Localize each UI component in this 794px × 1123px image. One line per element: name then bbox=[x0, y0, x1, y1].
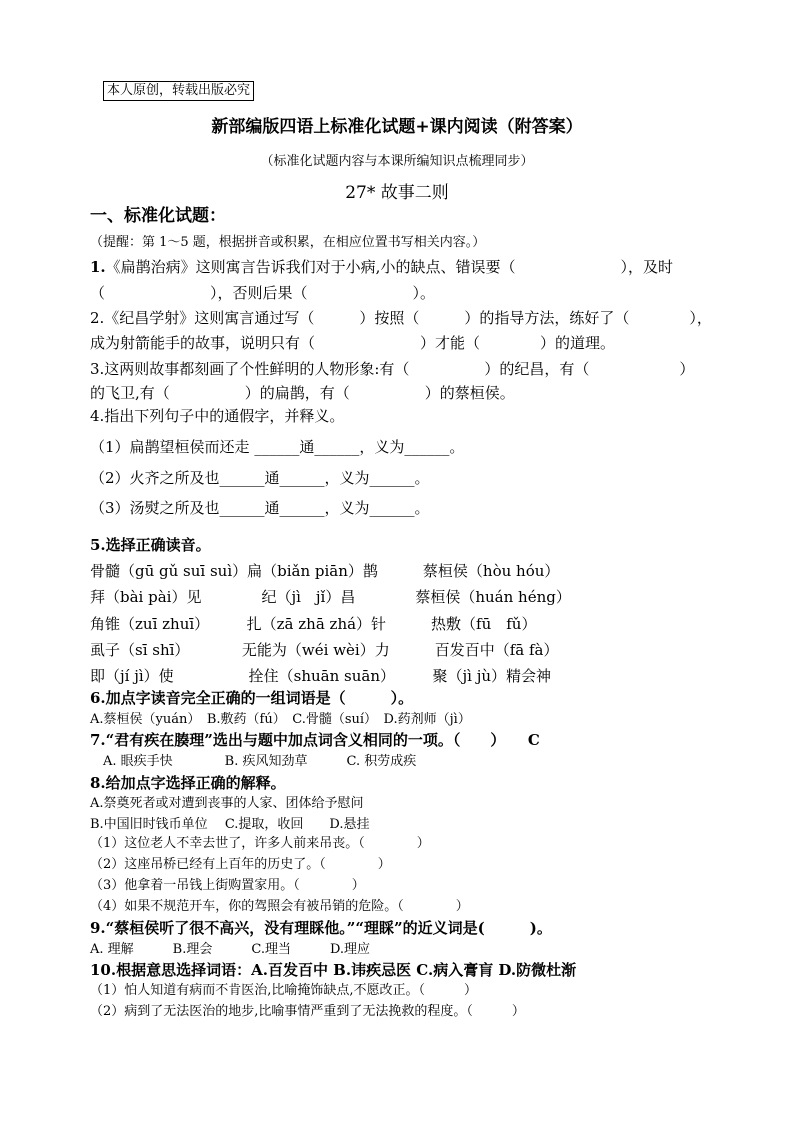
question-10-item-2: （2）病到了无法医治的地步,比喻事情严重到了无法挽救的程度。（ ） bbox=[90, 1004, 525, 1019]
question-10-item-1: （1）怕人知道有病而不肯医治,比喻掩饰缺点,不愿改正。（ ） bbox=[90, 983, 478, 998]
instruction-note: （提醒：第 1～5 题，根据拼音或积累，在相应位置书写相关内容。） bbox=[90, 235, 486, 250]
question-2-line-1: 2.《纪昌学射》这则寓言通过写（ ）按照（ ）的指导方法，练好了（ ）， bbox=[90, 309, 712, 327]
question-4-prompt: 4.指出下列句子中的通假字，并释义。 bbox=[90, 407, 345, 425]
question-1-line-2: （ ），否则后果（ ）。 bbox=[90, 284, 436, 302]
question-8-options-bcd: B.中国旧时钱币单位 C.提取，收回 D.悬挂 bbox=[90, 817, 370, 832]
question-2-line-2: 成为射箭能手的故事，说明只有（ ）才能（ ）的道理。 bbox=[90, 334, 616, 352]
question-4-item-3: （3）汤熨之所及也______通______，义为______。 bbox=[90, 499, 430, 517]
question-4-item-1: （1）扁鹊望桓侯而还走 ______通______，义为______。 bbox=[90, 438, 465, 456]
question-7-options: A. 眼疾手快 B. 疾风知劲草 C. 积劳成疾 bbox=[90, 754, 417, 769]
pinyin-row-1: 骨髓（gū gǔ suī suì）扁（biǎn piān）鹊 蔡桓侯（hòu hóu） bbox=[90, 562, 560, 580]
question-8-option-a: A.祭奠死者或对遭到丧事的人家、团体给予慰问 bbox=[90, 796, 364, 811]
question-6-options: A.蔡桓侯（yuán） B.敷药（fú） C.骨髓（suí） D.药剂师（jì） bbox=[90, 712, 471, 727]
question-4-item-2: （2）火齐之所及也______通______，义为______。 bbox=[90, 469, 430, 487]
question-7-prompt: 7.“君有疾在腠理”选出与题中加点词含义相同的一项。（ ） C bbox=[90, 731, 540, 749]
copyright-badge: 本人原创，转载出版必究 bbox=[103, 81, 254, 101]
question-8-item-3: （3）他拿着一吊钱上街购置家用。（ ） bbox=[90, 878, 365, 893]
question-1-line-1: 1.《扁鹊治病》这则寓言告诉我们对于小病,小的缺点、错误要（ ），及时 bbox=[90, 258, 673, 276]
question-3-line-1: 3.这两则故事都刻画了个性鲜明的人物形象:有（ ）的纪昌，有（ ） bbox=[90, 360, 695, 378]
worksheet-title: 新部编版四语上标准化试题+课内阅读（附答案） bbox=[211, 117, 583, 137]
question-3-line-2: 的飞卫,有（ ）的扁鹊，有（ ）的蔡桓侯。 bbox=[90, 384, 515, 402]
worksheet-subtitle: （标准化试题内容与本课所编知识点梳理同步） bbox=[260, 154, 534, 169]
question-1-text: 《扁鹊治病》这则寓言告诉我们对于小病,小的缺点、错误要（ ），及时 bbox=[105, 258, 673, 276]
question-9-options: A. 理解 B.理会 C.理当 D.理应 bbox=[90, 942, 371, 957]
pinyin-row-5: 即（jí jì）使 拴住（shuān suān） 聚（jì jù）精会神 bbox=[90, 667, 552, 685]
pinyin-row-3: 角锥（zuī zhuī） 扎（zā zhā zhá）针 热敷（fū fǔ） bbox=[90, 615, 537, 633]
question-6-prompt: 6.加点字读音完全正确的一组词语是（ ）。 bbox=[90, 689, 414, 707]
question-8-item-1: （1）这位老人不幸去世了，许多人前来吊丧。（ ） bbox=[90, 836, 430, 851]
question-9-prompt: 9.“蔡桓侯听了很不高兴，没有理睬他。”“理睬”的近义词是( )。 bbox=[90, 919, 552, 937]
question-10-prompt: 10.根据意思选择词语：A.百发百中 B.讳疾忌医 C.病入膏肓 D.防微杜渐 bbox=[90, 961, 577, 979]
question-8-prompt: 8.给加点字选择正确的解释。 bbox=[90, 774, 286, 792]
question-8-item-2: （2）这座吊桥已经有上百年的历史了。（ ） bbox=[90, 857, 391, 872]
question-8-item-4: （4）如果不规范开车，你的驾照会有被吊销的危险。（ ） bbox=[90, 899, 469, 914]
pinyin-row-2: 拜（bài pài）见 纪（jì jǐ）昌 蔡桓侯（huán héng） bbox=[90, 588, 571, 606]
lesson-title: 27* 故事二则 bbox=[345, 183, 449, 203]
question-5-prompt: 5.选择正确读音。 bbox=[90, 536, 211, 554]
section-heading: 一、标准化试题： bbox=[90, 206, 226, 226]
pinyin-row-4: 虱子（sī shī） 无能为（wéi wèi）力 百发百中（fā fà） bbox=[90, 641, 559, 659]
